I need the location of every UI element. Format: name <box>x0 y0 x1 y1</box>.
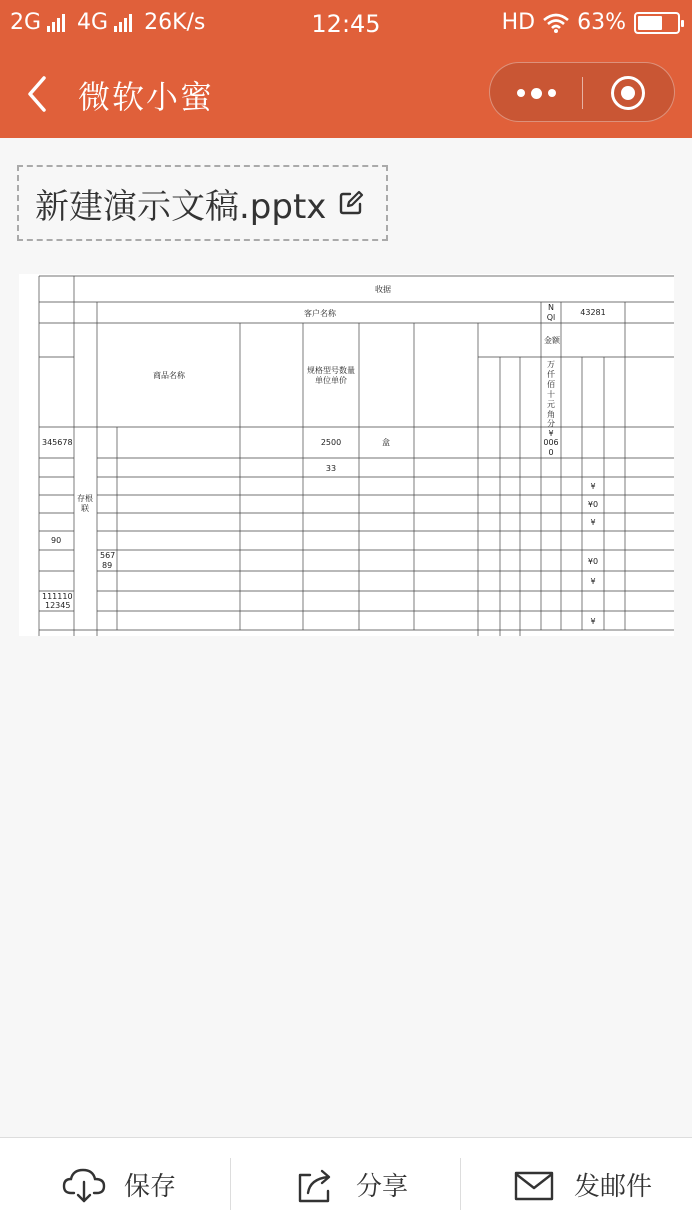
mini-program-capsule <box>489 62 675 122</box>
edit-icon[interactable] <box>338 190 364 216</box>
sheet-cell: 33 <box>325 464 337 473</box>
sheet-cell: ¥0 <box>587 500 599 509</box>
bottom-divider <box>230 1158 231 1210</box>
sheet-cell: ¥ <box>590 617 596 626</box>
wifi-icon <box>543 13 569 33</box>
nav-bar <box>0 48 692 138</box>
sheet-cell: ¥ <box>590 518 596 527</box>
sheet-digit-label: 元 <box>547 400 555 409</box>
sheet-digit-label: 角 <box>547 410 555 419</box>
sheet-cell: 006 <box>543 438 559 447</box>
sheet-cell: ¥0 <box>587 557 599 566</box>
share-button[interactable] <box>294 1138 408 1230</box>
share-icon <box>294 1165 338 1205</box>
sheet-cell: 345678 <box>42 438 73 447</box>
battery-percent: 63% <box>577 10 626 35</box>
sheet-no-value: 43281 <box>580 308 606 317</box>
sheet-cell: 盒 <box>382 438 390 447</box>
network-4g-label: 4G <box>77 10 109 35</box>
sheet-cell: 89 <box>102 561 113 570</box>
network-speed: 26K/s <box>144 10 206 35</box>
save-button[interactable] <box>62 1138 176 1230</box>
page-title: 微软小蜜 <box>78 78 215 116</box>
more-dots-icon[interactable] <box>490 63 582 123</box>
sheet-title: 收据 <box>375 285 391 294</box>
sheet-digit-label: 十 <box>547 390 555 399</box>
target-close-icon[interactable] <box>611 76 645 110</box>
sheet-digit-label: 佰 <box>547 380 555 389</box>
sheet-cell: 2500 <box>320 438 342 447</box>
sheet-digit-label: 仟 <box>547 370 555 379</box>
save-label: 保存 <box>124 1172 177 1202</box>
sheet-cell: ¥ <box>590 482 596 491</box>
filename-box[interactable] <box>17 165 388 241</box>
sheet-product-label: 商品名称 <box>153 371 185 380</box>
sheet-customer-label: 客户名称 <box>304 309 336 318</box>
battery-icon <box>634 12 680 34</box>
document-preview[interactable] <box>19 274 674 636</box>
share-label: 分享 <box>356 1172 409 1202</box>
sheet-stub-label: 联 <box>81 504 89 513</box>
mail-label: 发邮件 <box>574 1172 653 1202</box>
sheet-no-label: N <box>548 303 554 312</box>
sheet-preview-canvas <box>19 274 674 636</box>
chevron-left-icon <box>18 72 58 116</box>
clock: 12:45 <box>311 10 381 38</box>
sheet-cell: 567 <box>100 551 116 560</box>
sheet-digit-label: 万 <box>547 360 555 369</box>
sheet-amount-label: 金额 <box>544 336 560 345</box>
back-button[interactable] <box>18 72 58 116</box>
sheet-digit-label: 分 <box>547 419 555 428</box>
sheet-cell: 0 <box>548 448 554 457</box>
sheet-cell: ¥ <box>548 429 554 438</box>
network-2g-label: 2G <box>10 10 42 35</box>
document-filename: 新建演示文稿.pptx <box>35 186 327 227</box>
bottom-divider <box>460 1158 461 1210</box>
bottom-action-bar <box>0 1137 692 1230</box>
capsule-divider <box>582 77 583 109</box>
sheet-cell: 111110 <box>42 592 73 601</box>
system-indicators <box>502 10 680 35</box>
sheet-cell: 12345 <box>45 601 71 610</box>
sheet-cell: 90 <box>51 536 62 545</box>
sheet-spec-label: 规格型号数量 <box>307 366 355 375</box>
sheet-no-label: Ql <box>546 313 556 322</box>
status-bar <box>0 0 692 48</box>
hd-label: HD <box>501 10 536 35</box>
mail-icon <box>512 1165 556 1205</box>
sheet-cell: ¥ <box>590 577 596 586</box>
mail-button[interactable] <box>512 1138 652 1230</box>
cloud-download-icon <box>62 1165 106 1205</box>
sheet-spec-label: 单位单价 <box>315 376 347 385</box>
sheet-stub-label: 存根 <box>77 494 93 503</box>
